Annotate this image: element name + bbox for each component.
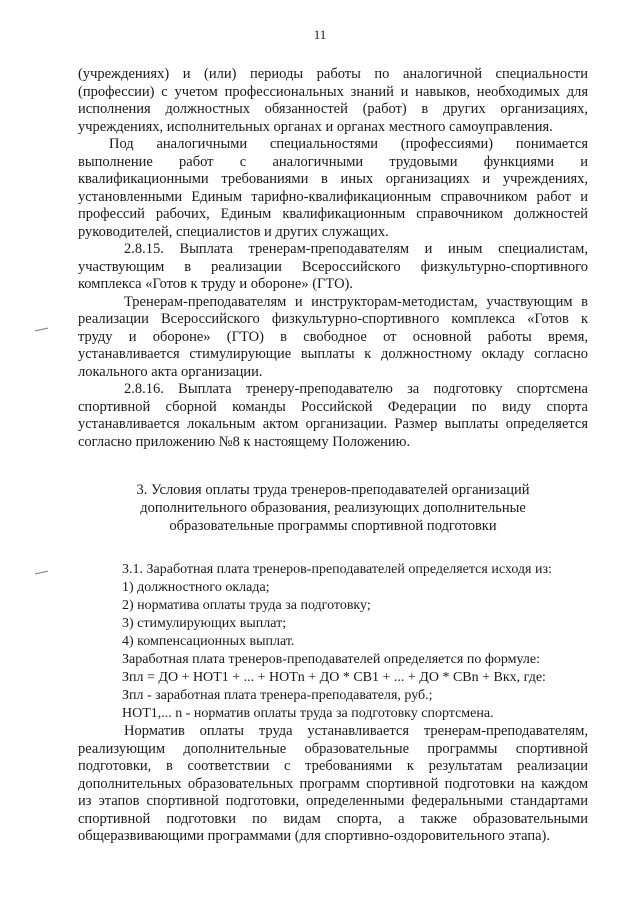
text-line: выполнение работ с аналогичными трудовыми функциями и — [78, 153, 588, 170]
text-line: реализации Всероссийского физкультурно-спортивного комплекса «Готов к — [78, 311, 588, 327]
text-line: спортивной подготовки по видам спорта, а также образовательными — [78, 810, 588, 827]
text-line: учреждениях, исполнительных органах и органах местного самоуправления. — [78, 118, 553, 135]
text-line: комплекса «Готов к труду и обороне» (ГТО). — [78, 276, 353, 292]
text-line: (учреждениях) и (или) периоды работы по аналогичной специальности — [78, 66, 588, 82]
text-line: установленными Единым тарифно-квалификационным справочником работ и — [78, 188, 588, 205]
salary-formula: Зпл = ДО + НОТ1 + ... + НОТn + ДО * СВ1 + ... + ДО * СВn + Вкх, где: — [122, 670, 546, 685]
margin-mark-2 — [35, 571, 48, 575]
text-line: локального акта организации. — [78, 363, 263, 380]
text-line: подготовки, в соответствии с требованиями к результатам реализации — [78, 758, 588, 774]
list-item: 3) стимулирующих выплат; — [122, 616, 287, 631]
text-line: дополнительных образовательных программ спортивной подготовки на каждом — [78, 775, 588, 792]
list-item: 1) должностного оклада; — [122, 580, 270, 595]
text-line: Тренерам-преподавателям и инструкторам-методистам, участвующим в — [124, 293, 588, 310]
margin-mark-1 — [35, 328, 48, 332]
text-line: согласно приложению №8 к настоящему Положению. — [78, 433, 411, 450]
text-line: руководителей, специалистов и других служащих. — [78, 223, 389, 240]
paragraph-similar-specialties — [78, 136, 588, 241]
text-line: (профессии) с учетом профессиональных знаний и навыков, необходимых для — [78, 83, 588, 100]
text-line: Норматив оплаты труда устанавливается тренерам-преподавателям, — [124, 723, 588, 739]
text-line: участвующим в реализации Всероссийского физкультурно-спортивного — [78, 258, 588, 275]
paragraph-pay-norm — [78, 723, 588, 846]
heading-line: образовательные программы спортивной подготовки — [169, 518, 497, 534]
paragraph-2-8-15 — [78, 241, 588, 294]
text-line: труду и обороне» (ГТО) в свободное от основной работы время, — [78, 328, 588, 345]
page-number: 11 — [313, 27, 327, 42]
document-body — [78, 66, 588, 846]
text-line: 2.8.15. Выплата тренерам-преподавателям и иным специалистам, — [124, 241, 588, 257]
text-line: из этапов спортивной подготовки, определенными федеральными стандартами — [78, 793, 588, 809]
text-line: устанавливается локальным актом организации. Размер выплаты определяется — [78, 416, 588, 432]
list-item: 2) норматива оплаты труда за подготовку; — [122, 598, 371, 613]
text-line: реализующим дополнительные образовательные программы спортивной — [78, 740, 588, 757]
section-heading — [78, 481, 588, 535]
paragraph-2-8-16 — [78, 381, 588, 451]
heading-line: 3. Условия оплаты труда тренеров-преподавателей организаций — [136, 482, 530, 498]
list-line: Заработная плата тренеров-преподавателей определяется по формуле: — [122, 652, 541, 667]
text-line: квалификационными требованиями в иных организациях и учреждениях, — [78, 171, 588, 187]
text-line: исполнения должностных обязанностей (работ) в других организациях, — [78, 101, 588, 117]
text-line: устанавливается стимулирующие выплаты к должностному окладу согласно — [78, 346, 588, 362]
list-item: 4) компенсационных выплат. — [122, 634, 295, 649]
text-line: профессий рабочих, Единым квалификационным справочником должностей — [78, 206, 588, 222]
paragraph-continuation — [78, 66, 588, 136]
text-line: Под аналогичными специальностями (профессиями) понимается — [109, 136, 588, 152]
list-line: 3.1. Заработная плата тренеров-преподавателей определяется исходя из: — [122, 562, 552, 577]
salary-components-list — [78, 561, 588, 723]
heading-line: дополнительного образования, реализующих дополнительные — [140, 500, 526, 516]
formula-definition: НОТ1,... n - норматив оплаты труда за подготовку спортсмена. — [122, 706, 494, 721]
paragraph-gto — [78, 294, 588, 382]
text-line: спортивной сборной команды Российской Федерации по виду спорта — [78, 398, 588, 415]
text-line: 2.8.16. Выплата тренеру-преподавателю за подготовку спортсмена — [124, 381, 588, 397]
text-line: общеразвивающими программами (для спортивно-оздоровительного этапа). — [78, 828, 550, 844]
formula-definition: Зпл - заработная плата тренера-преподавателя, руб.; — [122, 688, 433, 703]
